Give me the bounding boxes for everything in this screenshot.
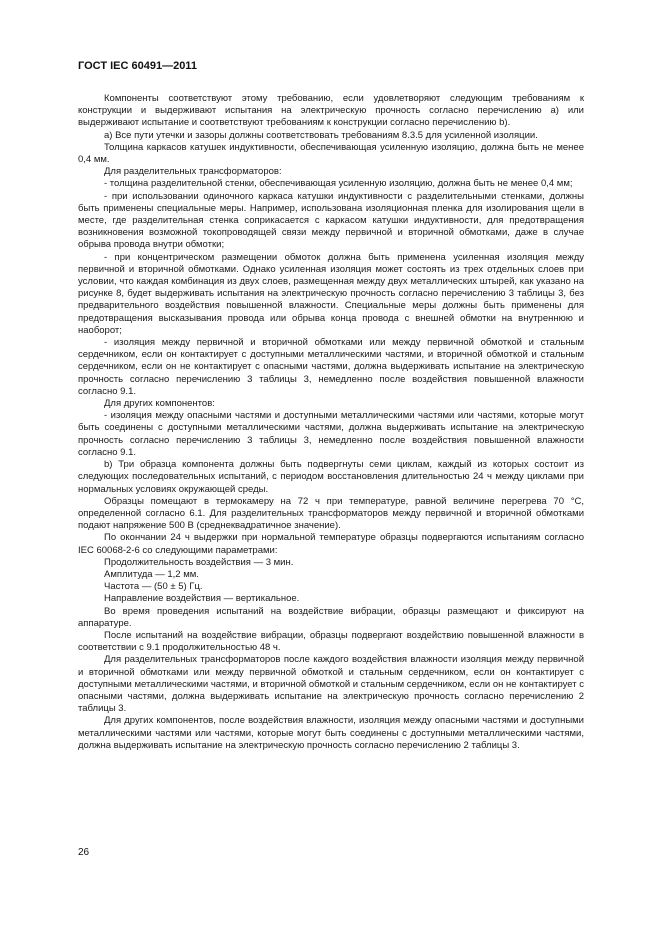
paragraph: Амплитуда — 1,2 мм. [104,568,199,580]
paragraph: - изоляция между первичной и вторичной обмотками или между первичной обмоткой и стальным сердечником, если он контактирует с доступными металлическими частями, и вторичной обмоткой и стальным сердечником, если он не контактирует с опасными частями, должна выдерживать испытание на электрическую прочность согласно перечислению 3 таблицы 3, немедленно после воздействия повышенной влажности согласно 9.1. [78,337,584,397]
paragraph: Для других компонентов: [104,398,215,410]
paragraph: Во время проведения испытаний на воздействие вибрации, образцы размещают и фиксируют на аппаратуре. [78,605,584,629]
document-header: ГОСТ IEC 60491—2011 [78,60,197,72]
paragraph: - толщина разделительной стенки, обеспечивающая усиленную изоляцию, должна быть не менее 0,4 мм; [104,178,573,190]
page-number: 26 [78,847,90,858]
paragraph: После испытаний на воздействие вибрации, образцы подвергают воздействию повышенной влажности в соответствии с 9.1 продолжительностью 48 ч. [78,629,584,654]
paragraph: b) Три образца компонента должны быть подвергнуты семи циклам, каждый из которых состоит из следующих последовательных испытаний, с периодом восстановления длительностью 24 ч между циклами при нормальных условиях окружающей среды. [78,459,584,495]
paragraph: По окончании 24 ч выдержки при нормальной температуре образцы подвергаются испытаниям согласно IEC 60068-2-6 со следующими параметрами: [78,532,584,556]
paragraph: Компоненты соответствуют этому требованию, если удовлетворяют следующим требованиям к конструкции и выдерживают испытания на электрическую прочность согласно перечислению a) или выдерживают испытание и соответствуют требованиям к конструкции согласно перечислению b). [78,93,584,129]
paragraph: Продолжительность воздействия — 3 мин. [104,556,294,568]
paragraph: Направление воздействия — вертикальное. [104,593,300,605]
paragraph: - при концентрическом размещении обмоток должна быть применена усиленная изоляция между первичной и вторичной обмотками. Однако усиленная изоляция может состоять из трех отдельных слоев при условии, что каждая комбинация из двух слоев, размещенная между двух металлических штырей, как указано на рисунке 8, будет выдерживать испытания на электрическую прочность согласно перечислению 3 таблицы 3, без предварительного воздействия повышенной влажности. Специальные меры должны быть применены для предотвращения высказывания провода или обрыва конца провода с внешней обмотки на внутреннюю и наоборот; [78,251,584,336]
paragraph: Образцы помещают в термокамеру на 72 ч при температуре, равной величине перегрева 70 °C, определенной согласно 6.1. Для разделительных трансформаторов между первичной и вторичной обмотками подают напряжение 500 В (среднеквадратичное значение). [78,495,584,532]
paragraph: - изоляция между опасными частями и доступными металлическими частями или частями, которые могут быть соединены с доступными металлическими частями, должна выдерживать испытание на электрическую прочность согласно перечислению 3 таблицы 3, немедленно после воздействия повышенной влажности согласно 9.1. [78,410,584,458]
body-text [78,93,584,752]
paragraph: Для разделительных трансформаторов после каждого воздействия влажности изоляция между первичной и вторичной обмотками или между первичной обмоткой и стальным сердечником, если он контактирует с доступными металлическими частями, и вторичной обмоткой и стальным сердечником, если он не контактирует с опасными частями, должна выдерживать испытание на электрическую прочность согласно перечислению 2 таблицы 3. [78,654,584,715]
paragraph: Для разделительных трансформаторов: [104,166,282,178]
paragraph: Толщина каркасов катушек индуктивности, обеспечивающая усиленную изоляцию, должна быть не менее 0,4 мм. [78,141,584,166]
paragraph: Для других компонентов, после воздействия влажности, изоляция между опасными частями и доступными металлическими частями или частями, которые могут быть соединены с доступными металлическими частями, должна выдерживать испытание на электрическую прочность согласно перечислению 2 таблицы 3. [78,715,584,751]
paragraph: - при использовании одиночного каркаса катушки индуктивности с разделительными стенками, должны быть применены специальные меры. Например, использована изоляционная пленка для изолирования щели в месте, где разделительная стенка соприкасается с каркасом катушки индуктивности, для предотвращения возникновения возможной токопроводящей связи между первичной и вторичной обмотками, даже в случае обрыва провода внутри обмотки; [78,190,584,251]
paragraph: Частота — (50 ± 5) Гц. [104,581,203,593]
paragraph: a) Все пути утечки и зазоры должны соответствовать требованиям 8.3.5 для усиленной изоляции. [104,129,538,141]
